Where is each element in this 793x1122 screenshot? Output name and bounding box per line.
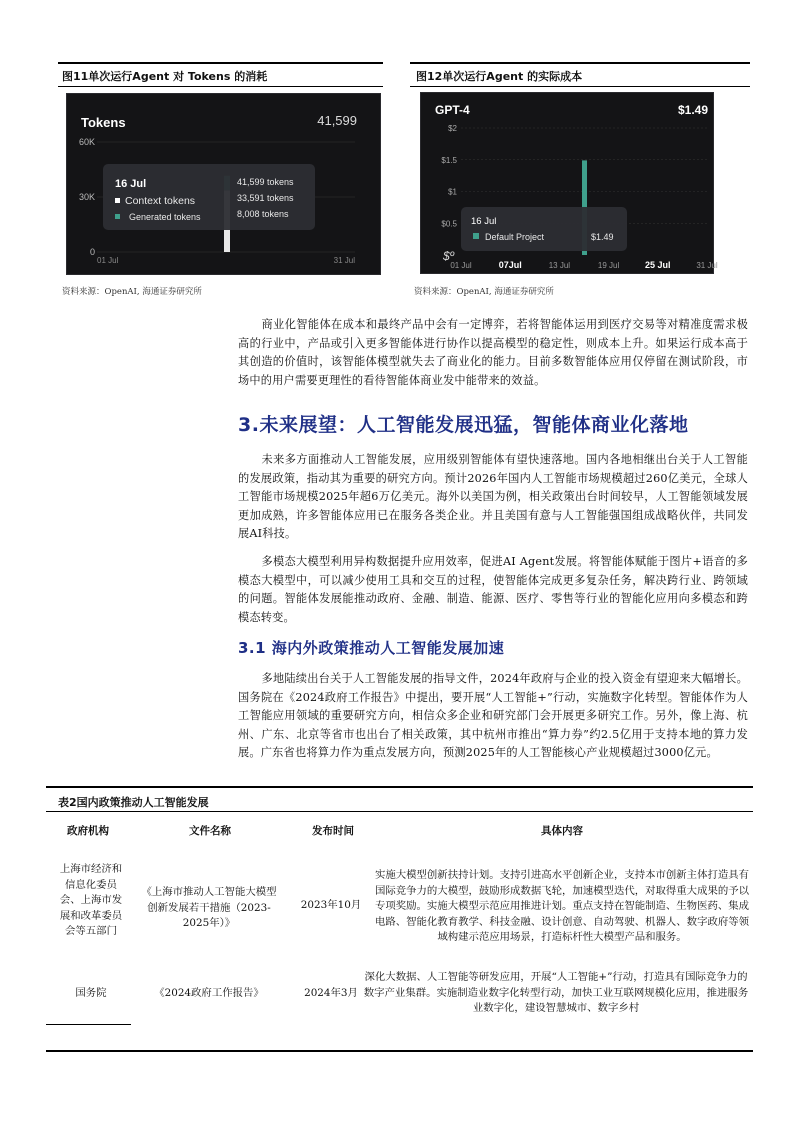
- col-header-date: 发布时间: [312, 825, 354, 837]
- x-tick-end: 31 Jul: [333, 256, 355, 265]
- x-tick-label: 31 Jul: [696, 261, 718, 270]
- y-tick-label: $0.5: [441, 219, 457, 229]
- tooltip-generated-value: 8,008 tokens: [237, 209, 289, 219]
- cost-tooltip-value: $1.49: [591, 232, 614, 242]
- tooltip-context-label: Context tokens: [125, 195, 196, 207]
- y-tick-zero: $º: [443, 249, 455, 263]
- paragraph-ai-policy: 未来多方面推动人工智能发展，应用级别智能体有望快速落地。国内各地相继出台关于人工智能的发展政策，指动其为重要的研究方向。预计2026年国内人工智能市场规模超过260亿美元，全球人工智能市场规模2025年超6万亿美元。海外以美国为例，相关政策出台时间较早，人工智能领域发展更加成熟，许多智能体应用已在服务各类企业。并且美国有意与人工智能强国组成战略伙伴，共同发展AI科技。: [238, 453, 748, 541]
- tooltip-date: 16 Jul: [115, 178, 147, 190]
- y-tick-label: 60K: [78, 137, 95, 147]
- y-tick-label: $1.5: [441, 155, 457, 165]
- tooltip-context-value: 33,591 tokens: [237, 193, 294, 203]
- x-tick-label: 07Jul: [498, 260, 522, 270]
- table-top-rule: [46, 786, 753, 788]
- tokens-total: 41,599: [317, 113, 357, 128]
- paragraph-policy-details: 多地陆续出台关于人工智能发展的指导文件，2024年政府与企业的投入资金有望迎来大幅增长。国务院在《2024政府工作报告》中提出，要开展“人工智能+”行动，实施数字化转型。智能体作为人工智能应用领域的重要研究方向，相信众多企业和研究部门会开展更多研究工作。另外，像上海、杭州、广东、北京等省市也出台了相关政策，其中杭州市推出“算力券”约2.5亿用于支持本地的算力发展。广东省也将算力作为重点发展方向，预测2025年的人工智能核心产业规模超过3000亿元。: [238, 672, 748, 760]
- section-heading-3-1: 3.1 海内外政策推动人工智能发展加速: [238, 639, 505, 657]
- row1-date: 2023年10月: [300, 899, 362, 911]
- fig11-title-rule: [58, 86, 383, 87]
- y-tick-label: 0: [89, 247, 95, 257]
- cost-tooltip-date: 16 Jul: [471, 216, 497, 227]
- y-tick-label: $2: [448, 124, 457, 133]
- x-tick-label: 19 Jul: [597, 261, 620, 270]
- table-title: 表2国内政策推动人工智能发展: [58, 796, 209, 809]
- legend-swatch-default-project: [473, 233, 479, 239]
- col-header-doc: 文件名称: [189, 825, 231, 837]
- section-heading-3: 3.未来展望：人工智能发展迅猛，智能体商业化落地: [238, 414, 689, 436]
- row2-content: 深化大数据、人工智能等研发应用，开展“人工智能+”行动，打造具有国际竞争力的数字产业集群。实施制造业数字化转型行动，加快工业互联网规模化应用，推进服务业数字化，建设智慧城市、数字乡村: [363, 971, 749, 1014]
- row1-agency: 上海市经济和信息化委员会、上海市发展和改革委员会等五部门: [59, 863, 123, 937]
- figure-12-chart: [420, 92, 718, 274]
- table-bottom-rule: [46, 1050, 753, 1052]
- legend-swatch-generated: [115, 214, 120, 219]
- row2-doc: 《2024政府工作报告》: [154, 987, 264, 999]
- table-title-rule: [46, 811, 753, 812]
- top-rule-right: [410, 62, 750, 64]
- x-tick-label: 25 Jul: [645, 260, 671, 270]
- fig12-title-rule: [410, 86, 750, 87]
- legend-swatch-context: [115, 198, 120, 203]
- y-tick-label: $1: [448, 187, 457, 197]
- row2-date: 2024年3月: [304, 987, 358, 999]
- x-tick-label: 01 Jul: [450, 261, 472, 270]
- figure-12-title: 图12单次运行Agent 的实际成本: [416, 70, 583, 83]
- tooltip-total: 41,599 tokens: [237, 177, 294, 187]
- tokens-header: Tokens: [81, 115, 126, 130]
- table-short-rule: [46, 1024, 131, 1025]
- tokens-chart-svg: [67, 94, 380, 274]
- x-tick-start: 01 Jul: [97, 256, 119, 265]
- col-header-content: 具体内容: [541, 825, 583, 837]
- cost-chart-svg: [421, 93, 718, 273]
- top-rule-left: [58, 62, 383, 64]
- figure-11-title: 图11单次运行Agent 对 Tokens 的消耗: [62, 70, 268, 83]
- cost-tooltip-label: Default Project: [485, 232, 545, 242]
- row2-agency: 国务院: [75, 987, 107, 999]
- col-header-agency: 政府机构: [67, 825, 109, 837]
- paragraph-commercial-cost: 商业化智能体在成本和最终产品中会有一定博弈，若将智能体运用到医疗交易等对精准度需求极高的行业中，产品或引入更多智能体进行协作以提高模型的稳定性，则成本上升。如果运行成本高于其创造的价值时，该智能体模型就失去了商业化的能力。目前多数智能体应用仅停留在测试阶段，市场中的用户需要更理性的看待智能体商业发中能带来的效益。: [238, 318, 748, 387]
- cost-total: $1.49: [677, 103, 708, 117]
- row1-content: 实施大模型创新扶持计划。支持引进高水平创新企业，支持本市创新主体打造具有国际竞争力的大模型，鼓励形成数据飞轮，加速模型迭代，对取得重大成果的予以专项奖励。实施大模型示范应用推进计划。重点支持在智能制造、生物医药、集成电路、智能化教育教学、科技金融、设计创意、自动驾驶、机器人、数字政府等领域构建示范应用场景，打造标杆性大模型产品和服务。: [374, 869, 750, 943]
- figure-11-chart: [66, 93, 381, 275]
- cost-header: GPT-4: [435, 103, 470, 117]
- figure-12-source: 资料来源：OpenAI, 海通证券研究所: [414, 287, 554, 297]
- y-tick-label: 30K: [78, 192, 95, 202]
- paragraph-multimodal: 多模态大模型利用异构数据提升应用效率，促进AI Agent发展。将智能体赋能于图片+语音的多模态大模型中，可以减少使用工具和交互的过程，使智能体完成更多复杂任务，解决跨行业、跨领域的问题。智能体发展能推动政府、金融、制造、能源、医疗、零售等行业的智能化应用向多模态和跨模态转变。: [238, 555, 748, 624]
- figure-11-source: 资料来源：OpenAI, 海通证券研究所: [62, 287, 202, 297]
- tokens-tooltip: [103, 164, 315, 230]
- cost-tooltip: [461, 207, 627, 251]
- row1-doc: 《上海市推动人工智能大模型创新发展若干措施（2023-2025年）》: [141, 886, 277, 929]
- tooltip-generated-label: Generated tokens: [129, 212, 201, 222]
- x-tick-label: 13 Jul: [548, 261, 571, 270]
